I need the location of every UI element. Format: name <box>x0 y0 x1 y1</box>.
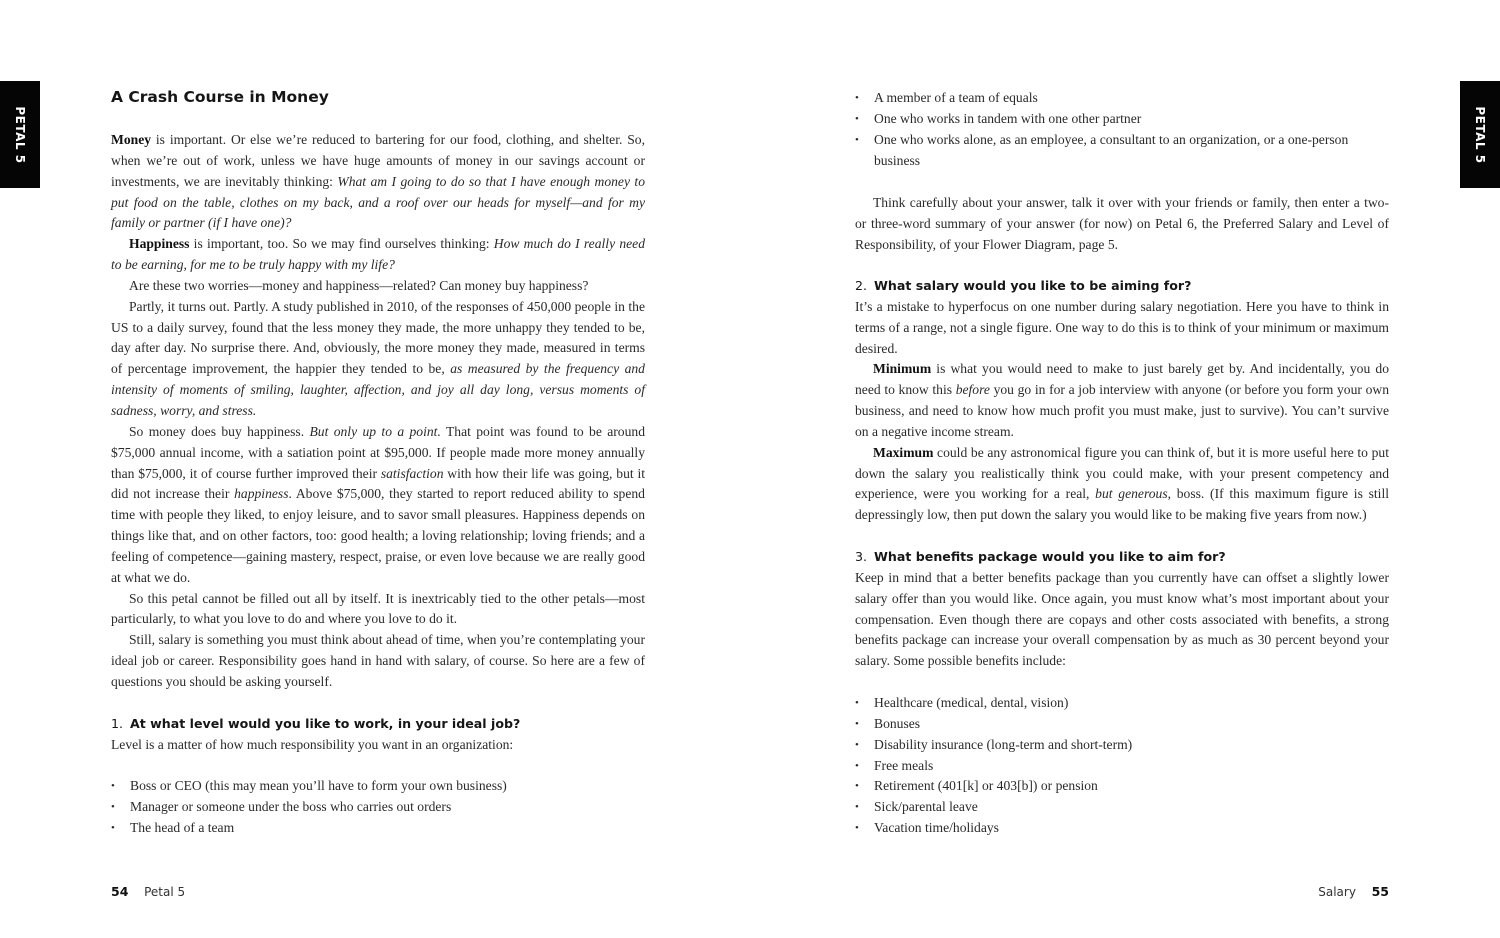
question-2-block <box>855 276 1389 526</box>
running-head: Petal 5 <box>144 885 186 899</box>
paragraph-range: It’s a mistake to hyperfocus on one number during salary negotiation. Here you have to think in terms of a range, not a single figure. One way to do this is to think of your minimum or maximum desired. <box>855 298 1389 356</box>
paragraph-maximum: Maximum could be any astronomical figure you can think of, but it is more useful here to put down the salary you realistically think you could make, with your present competency and experience, were you working for a real, but generous, boss. (If this maximum figure is still depressingly low, then put down the salary you would like to be making five years from now.) <box>855 444 1389 523</box>
question-1-intro: Level is a matter of how much responsibility you want in an organization: <box>111 736 514 752</box>
section-title: A Crash Course in Money <box>111 88 329 106</box>
page-footer-left <box>111 884 185 899</box>
list-item: • Retirement (401[k] or 403[b]) or pension <box>855 776 1389 797</box>
term-money: Money <box>111 132 152 147</box>
paragraph-study: Partly, it turns out. Partly. A study published in 2010, of the responses of 450,000 people in the US to a daily survey, found that the less money they made, the more unhappy they tended to be, day after day. No surprise there. And, obviously, the more money they made, measured in terms of percentage improvement, the happier they tended to be, as measured by the frequency and intensity of moments of smiling, laughter, affection, and joy all day long, versus moments of sadness, worry, and stress. <box>111 298 645 418</box>
list-item: • Vacation time/holidays <box>855 818 1389 839</box>
question-2-heading: 2. What salary would you like to be aiming for? <box>855 278 1192 293</box>
paragraph-salary-ahead: Still, salary is something you must think about ahead of time, when you’re contemplating your ideal job or career. Responsibility goes hand in hand with salary, of course. So here are a few of questions you should be asking yourself. <box>111 632 645 689</box>
paragraph-money: Money is important. Or else we’re reduced to bartering for our food, clothing, and shelter. So, when we’re out of work, unless we have huge amounts of money in our savings account or investments, we are inevitably thinking: What am I going to do so that I have enough money to put food on the table, clothes on my back, and a roof over our heads for myself—and for my family or partner (if I have one)? <box>111 132 645 231</box>
paragraph-minimum: Minimum is what you would need to make to just barely get by. And incidentally, you do need to know this before you go in for a job interview with anyone (or before you form your own business, and need to know how much profit you must make, just to survive). You can’t survive on a negative income stream. <box>855 361 1389 439</box>
petal-5-side-tab-right <box>1460 81 1500 188</box>
term-happiness: Happiness <box>129 236 190 252</box>
question-1-heading: 1. At what level would you like to work, in your ideal job? <box>111 716 521 731</box>
benefits-bullet-list <box>855 693 1389 839</box>
paragraph-benefits: Keep in mind that a better benefits package than you currently have can offset a slightly lower salary offer than you would like. Once again, you must know what’s most important about your compensation. Even though there are copays and other costs associated with benefits, a strong benefits package can increase your overall compensation by as much as 30 percent beyond your salary. Some possible benefits include: <box>855 569 1389 669</box>
page-number: 54 <box>111 884 129 899</box>
level-bullet-list-continued <box>855 88 1389 171</box>
paragraph-petal-tied: So this petal cannot be filled out all by itself. It is inextricably tied to the other petals—most particularly, to what you love to do and where you love to do it. <box>111 590 645 627</box>
running-head: Salary <box>1318 885 1356 899</box>
paragraph-question: Are these two worries—money and happiness—related? Can money buy happiness? <box>129 277 589 293</box>
side-tab-label: PETAL 5 <box>1473 105 1487 164</box>
list-item: • One who works alone, as an employee, a consultant to an organization, or a one-person business <box>855 130 1389 172</box>
think-carefully-block <box>855 193 1389 256</box>
page-footer-right <box>1318 884 1389 899</box>
paragraph-think-carefully: Think carefully about your answer, talk it over with your friends or family, then enter a two- or three-word summary of your answer (for now) on Petal 6, the Preferred Salary and Level of Responsibility, of your Flower Diagram, page 5. <box>855 195 1389 252</box>
paragraph-up-to-a-point: So money does buy happiness. But only up to a point. That point was found to be around $75,000 annual income, with a satiation point at $95,000. If people made more money annually than $75,000, it of course further improved their satisfaction with how their life was going, but it did not increase their happiness. Above $75,000, they started to report reduced ability to spend time with people they liked, to enjoy leisure, and to savor small pleasures. Happiness depends on things like that, and on other factors, too: good health; a loving relationship; loving friends; and a feeling of competence—gaining mastery, respect, praise, or even love because we are really good at what we do. <box>111 423 645 585</box>
list-item: • Free meals <box>855 756 1389 777</box>
list-item: • Sick/parental leave <box>855 797 1389 818</box>
intro-text-block <box>111 130 645 693</box>
paragraph-happiness: Happiness is important, too. So we may find ourselves thinking: How much do I really need to be earning, for me to be truly happy with my life? <box>111 236 645 273</box>
question-3-block <box>855 547 1389 672</box>
level-bullet-list <box>111 776 645 839</box>
page-number: 55 <box>1371 884 1389 899</box>
list-item: • The head of a team <box>111 818 645 839</box>
list-item: • Healthcare (medical, dental, vision) <box>855 693 1389 714</box>
list-item: • A member of a team of equals <box>855 88 1389 109</box>
list-item: • Boss or CEO (this may mean you’ll have to form your own business) <box>111 776 645 797</box>
petal-5-side-tab-left <box>0 81 40 188</box>
term-maximum: Maximum <box>873 444 934 460</box>
list-item: • Manager or someone under the boss who carries out orders <box>111 797 645 818</box>
question-1-block <box>111 714 645 756</box>
question-3-heading: 3. What benefits package would you like to aim for? <box>855 549 1226 564</box>
side-tab-label: PETAL 5 <box>13 105 27 164</box>
list-item: • One who works in tandem with one other partner <box>855 109 1389 130</box>
term-minimum: Minimum <box>873 361 932 377</box>
list-item: • Disability insurance (long-term and short-term) <box>855 735 1389 756</box>
list-item: • Bonuses <box>855 714 1389 735</box>
